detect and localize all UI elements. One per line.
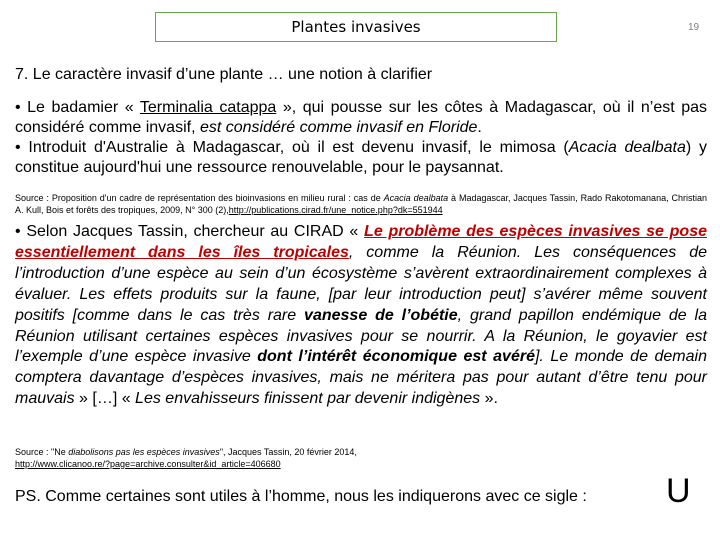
quote-indigenes: Les envahisseurs finissent par devenir indigènes (135, 390, 481, 408)
source-note-1 (15, 192, 707, 216)
source2-link[interactable]: http://www.clicanoo.re/?page=archive.consulter&id_article=406680 (15, 459, 281, 469)
source-note-2 (15, 446, 707, 470)
source1-text-a: Source : Proposition d'un cadre de représentation des bioinvasions en milieu rural : cas de (15, 193, 384, 203)
floride-italic: est considéré comme invasif en Floride (199, 119, 478, 136)
slide-title: Plantes invasives (291, 18, 421, 36)
bullet-badamier-dot: . (477, 119, 482, 136)
vanesse-bold: vanesse de l’obétie (304, 306, 458, 324)
interet-bold: dont l’intérêt économique est avéré (257, 348, 535, 366)
bullet-mimosa: • Introduit d'Australie à Madagascar, où il est devenu invasif, le mimosa ( (15, 139, 569, 156)
bullet-badamier-cont: », qui pousse sur les côtes à Madagascar, où il n’est pas considéré comme invasif, (15, 99, 708, 136)
section-heading: 7. Le caractère invasif d’une plante … une notion à clarifier (15, 66, 433, 83)
paragraph-badamier-mimosa (15, 98, 707, 178)
quote-close-1: » […] « (74, 390, 136, 408)
quote-body-2: , grand papillon endémique de la Réunion utilisant certaines espèces invasives pour se nourrir. A la Réunion, le goyavier est l’exemple d’une espèce invasive (15, 306, 708, 366)
slide-title-box (155, 12, 557, 42)
quote-highlight: Le problème des espèces invasives se pose essentiellement dans les îles tropicales (15, 223, 708, 261)
ps-note: PS. Comme certaines sont utiles à l’homme, nous les indiquerons avec ce sigle : (15, 488, 587, 505)
source1-species: Acacia dealbata (383, 193, 449, 203)
bullet-mimosa-cont: ) y constitue aujourd'hui une ressource renouvelable, pour le paysannat. (15, 139, 708, 176)
source2-text-a: Source : "Ne (15, 447, 69, 457)
source2-title: diabolisons pas les espèces invasives (68, 447, 220, 457)
page-number: 19 (688, 22, 700, 33)
species-acacia: Acacia dealbata (568, 139, 686, 156)
quote-body-3: ]. Le monde de demain comptera davantage d’espèces invasives, mais ne méritera pas pour autant d’être tenu pour mauvais (15, 348, 707, 408)
quote-intro: • Selon Jacques Tassin, chercheur au CIRAD « (15, 223, 365, 240)
bullet-badamier: • Le badamier « (15, 99, 140, 116)
source2-text-c: ", Jacques Tassin, 20 février 2014, (219, 447, 357, 457)
source1-text-b: à Madagascar, Jacques Tassin, Rado Rakotomanana, Christian A. Kull, Bois et forêts des tropiques, 2009, N° 300 (2), (15, 193, 708, 215)
paragraph-tassin-quote (15, 222, 707, 410)
species-terminalia: Terminalia catappa (139, 99, 277, 116)
utility-sigle: U (666, 472, 691, 510)
quote-close-2: ». (480, 390, 498, 408)
source1-link[interactable]: http://publications.cirad.fr/une_notice.php?dk=551944 (228, 205, 443, 215)
quote-body-1: , comme la Réunion. Les conséquences de l’introduction d’une espèce au sein d’un écosystème s’avèrent extraordinairement complexes à évaluer. Les effets produits sur la faune, [par leur introduction peut] s’avérer même souvent positifs [comme dans le cas très rare (15, 243, 707, 324)
